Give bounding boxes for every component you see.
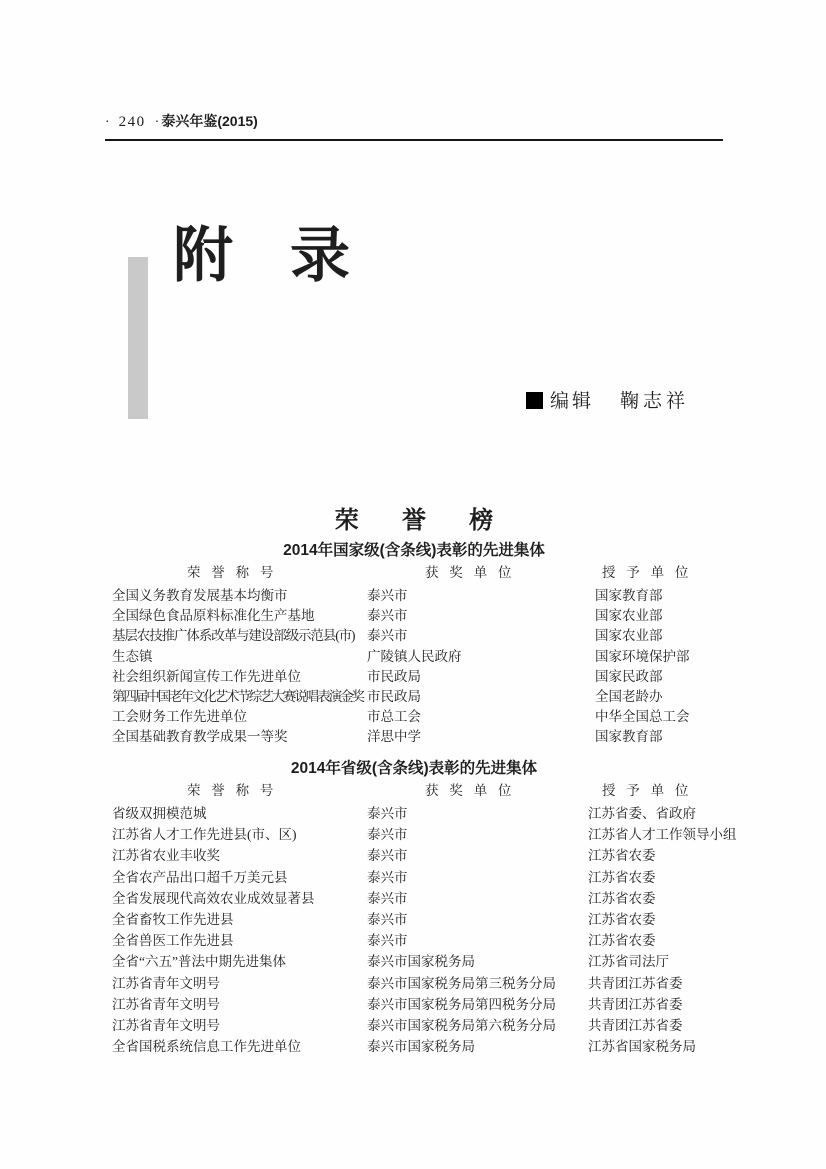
recipient-cell: 市民政局: [367, 688, 421, 704]
honor-name-cell: 江苏省青年文明号: [112, 1017, 220, 1033]
header-dot-left: ·: [105, 115, 110, 130]
header-dot-right: ·: [154, 115, 160, 130]
recipient-cell: 泰兴市国家税务局第三税务分局: [367, 975, 556, 991]
recipient-cell: 广陵镇人民政府: [367, 648, 462, 664]
awarder-cell: 江苏省国家税务局: [588, 1039, 696, 1055]
honor-name-cell: 全国义务教育发展基本均衡市: [112, 588, 288, 603]
honor-roll-title: 荣誉榜: [334, 507, 537, 534]
editor-label: 编辑: [550, 391, 595, 412]
column-header-recipient: 获奖单位: [425, 565, 523, 580]
honor-name-cell: 生态镇: [112, 648, 153, 664]
recipient-cell: 泰兴市: [367, 848, 408, 864]
awarder-cell: 江苏省农委: [588, 848, 656, 864]
editor-line: [526, 386, 689, 413]
table-row: [112, 824, 737, 845]
honor-name-cell: 全省发展现代高效农业成效显著县: [112, 890, 315, 906]
awarder-cell: 江苏省农委: [588, 933, 656, 949]
table-row: [112, 867, 718, 888]
honor-name-cell: 江苏省青年文明号: [112, 975, 220, 991]
column-header-awarder: 授予单位: [602, 565, 700, 580]
awarder-cell: 江苏省委、省政府: [588, 806, 696, 821]
recipient-cell: 泰兴市国家税务局: [367, 954, 475, 970]
table-row: [112, 909, 718, 930]
table-header: [112, 563, 718, 583]
awarder-cell: 国家农业部: [595, 608, 663, 624]
recipient-cell: 泰兴市: [367, 608, 408, 624]
table-row: [112, 606, 718, 626]
awarder-cell: 国家民政部: [595, 668, 663, 684]
recipient-cell: 洋思中学: [367, 729, 421, 745]
recipient-cell: 泰兴市: [367, 806, 408, 821]
honor-name-cell: 全省国税系统信息工作先进单位: [112, 1039, 301, 1055]
honor-name-cell: 全省“六五”普法中期先进集体: [112, 954, 286, 970]
section-heading-national: 2014年国家级(含条线)表彰的先进集体: [283, 542, 545, 559]
recipient-cell: 泰兴市国家税务局第四税务分局: [367, 996, 556, 1012]
table-header: [112, 781, 718, 801]
appendix-title: 附录: [173, 223, 407, 289]
column-header-honor: 荣誉称号: [187, 565, 285, 580]
table-row: [112, 687, 718, 707]
table-row: [112, 994, 718, 1015]
page-number: 240: [118, 114, 146, 130]
recipient-cell: 泰兴市: [367, 827, 408, 843]
table-row: [112, 586, 718, 606]
table-row: [112, 973, 718, 994]
table-row: [112, 951, 718, 972]
section-heading-provincial: 2014年省级(含条线)表彰的先进集体: [290, 760, 538, 777]
recipient-cell: 泰兴市: [367, 628, 408, 644]
awarder-cell: 共青团江苏省委: [588, 975, 683, 991]
recipient-cell: 泰兴市: [367, 890, 408, 906]
honor-name-cell: 全省兽医工作先进县: [112, 933, 234, 949]
recipient-cell: 泰兴市: [367, 869, 408, 885]
honor-name-cell: 全省畜牧工作先进县: [112, 911, 234, 927]
national-awards-table: [112, 586, 718, 748]
honor-name-cell: 基层农技推广体系改革与建设部级示范县(市): [112, 628, 355, 644]
recipient-cell: 泰兴市国家税务局第六税务分局: [367, 1017, 556, 1033]
provincial-awards-table: [112, 803, 737, 1057]
table-row: [112, 626, 718, 646]
honor-name-cell: 江苏省青年文明号: [112, 996, 220, 1012]
column-header-recipient: 获奖单位: [425, 783, 523, 798]
awarder-cell: 共青团江苏省委: [588, 996, 683, 1012]
recipient-cell: 泰兴市: [367, 911, 408, 927]
awarder-cell: 江苏省农委: [588, 869, 656, 885]
page-header: [105, 111, 258, 131]
honor-name-cell: 全国基础教育教学成果一等奖: [112, 729, 288, 745]
awarder-cell: 共青团江苏省委: [588, 1017, 683, 1033]
editor-name: 鞠志祥: [620, 391, 690, 412]
honor-name-cell: 社会组织新闻宣传工作先进单位: [112, 668, 301, 684]
book-title: 泰兴年鉴(2015): [161, 113, 258, 129]
table-row: [112, 1015, 718, 1036]
table-row: [112, 888, 718, 909]
page-content: [105, 0, 737, 1169]
recipient-cell: 泰兴市: [367, 933, 408, 949]
recipient-cell: 市总工会: [367, 709, 421, 725]
recipient-cell: 泰兴市国家税务局: [367, 1039, 475, 1055]
honor-name-cell: 工会财务工作先进单位: [112, 709, 247, 725]
recipient-cell: 市民政局: [367, 668, 421, 684]
awarder-cell: 国家教育部: [595, 729, 663, 745]
table-row: [112, 803, 718, 824]
column-header-awarder: 授予单位: [602, 783, 700, 798]
honor-name-cell: 全国绿色食品原料标准化生产基地: [112, 608, 315, 624]
honor-name-cell: 全省农产品出口超千万美元县: [112, 869, 288, 885]
header-rule: [105, 139, 723, 141]
table-row: [112, 667, 718, 687]
recipient-cell: 泰兴市: [367, 588, 408, 603]
awarder-cell: 全国老龄办: [595, 688, 663, 704]
chapter-marker-bar: [128, 257, 148, 419]
column-header-honor: 荣誉称号: [187, 783, 285, 798]
awarder-cell: 国家环境保护部: [595, 648, 690, 664]
table-row: [112, 845, 718, 866]
table-row: [112, 707, 718, 727]
table-row: [112, 647, 718, 667]
honor-name-cell: 江苏省农业丰收奖: [112, 848, 220, 864]
honor-name-cell: 第四届中国老年文化艺术节综艺大赛说唱表演金奖: [112, 688, 363, 704]
honor-name-cell: 省级双拥模范城: [112, 806, 207, 821]
table-row: [112, 1036, 718, 1057]
awarder-cell: 江苏省人才工作领导小组: [588, 827, 737, 843]
awarder-cell: 国家农业部: [595, 628, 663, 644]
awarder-cell: 江苏省农委: [588, 890, 656, 906]
awarder-cell: 中华全国总工会: [595, 709, 690, 725]
awarder-cell: 江苏省农委: [588, 911, 656, 927]
table-row: [112, 727, 718, 747]
honor-name-cell: 江苏省人才工作先进县(市、区): [112, 827, 297, 843]
awarder-cell: 国家教育部: [595, 588, 663, 603]
awarder-cell: 江苏省司法厅: [588, 954, 669, 970]
table-row: [112, 930, 718, 951]
square-bullet-icon: [526, 392, 543, 409]
